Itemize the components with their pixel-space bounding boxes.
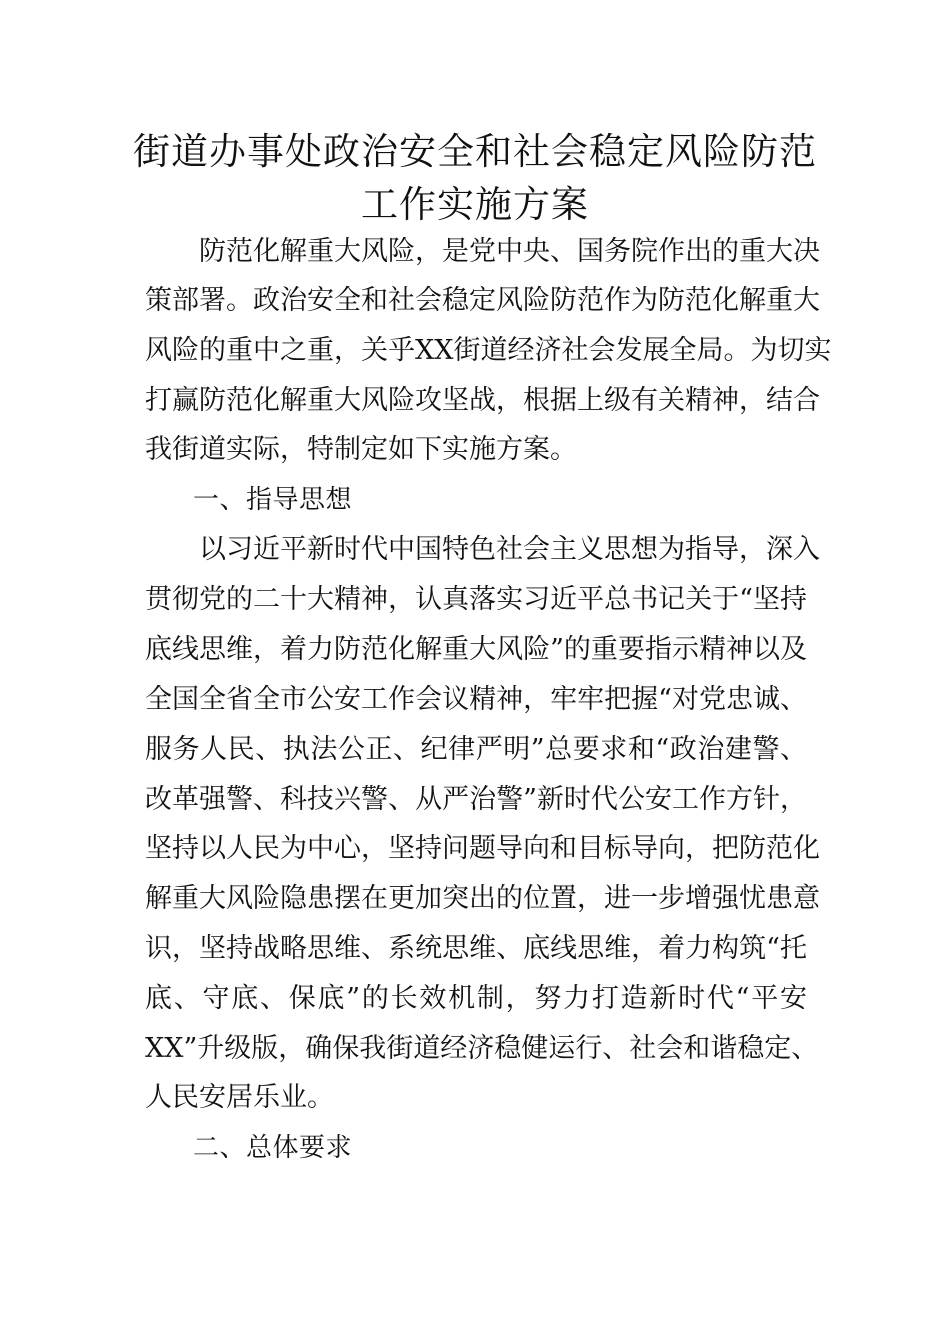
section-1-line: 全国全省全市公安工作会议精神，牢牢把握“对党忠诚、 — [145, 684, 807, 715]
document-title-line-2: 工作实施方案 — [361, 183, 589, 226]
section-1-line: 贯彻党的二十大精神，认真落实习近平总书记关于“坚持 — [145, 584, 807, 615]
section-1-line: 底、守底、保底”的长效机制，努力打造新时代“平安 — [145, 983, 807, 1014]
intro-line: 打赢防范化解重大风险攻坚战，根据上级有关精神，结合 — [145, 385, 820, 416]
intro-line: 我街道实际，特制定如下实施方案。 — [145, 434, 577, 465]
intro-line: 防范化解重大风险，是党中央、国务院作出的重大决 — [199, 236, 820, 267]
section-1-line: 服务人民、执法公正、纪律严明”总要求和“政治建警、 — [145, 734, 807, 765]
section-1-line: 解重大风险隐患摆在更加突出的位置，进一步增强忧患意 — [145, 883, 820, 914]
section-1-line: 坚持以人民为中心，坚持问题导向和目标导向，把防范化 — [145, 833, 820, 864]
section-1-line: XX”升级版，确保我街道经济稳健运行、社会和谐稳定、 — [145, 1033, 819, 1064]
section-1-line: 改革强警、科技兴警、从严治警”新时代公安工作方针， — [145, 784, 807, 815]
section-heading-general-requirements: 二、总体要求 — [193, 1133, 353, 1163]
intro-line: 策部署。政治安全和社会稳定风险防范作为防范化解重大 — [145, 285, 820, 316]
section-1-line: 人民安居乐业。 — [145, 1082, 334, 1113]
intro-line: 风险的重中之重，关乎XX街道经济社会发展全局。为切实 — [145, 335, 832, 366]
section-1-line: 底线思维，着力防范化解重大风险”的重要指示精神以及 — [145, 634, 807, 665]
section-1-line: 识，坚持战略思维、系统思维、底线思维，着力构筑“托 — [145, 933, 807, 964]
section-1-line: 以习近平新时代中国特色社会主义思想为指导，深入 — [199, 534, 820, 565]
document-title-line-1: 街道办事处政治安全和社会稳定风险防范 — [133, 130, 817, 173]
section-heading-guiding-ideology: 一、指导思想 — [193, 485, 353, 515]
